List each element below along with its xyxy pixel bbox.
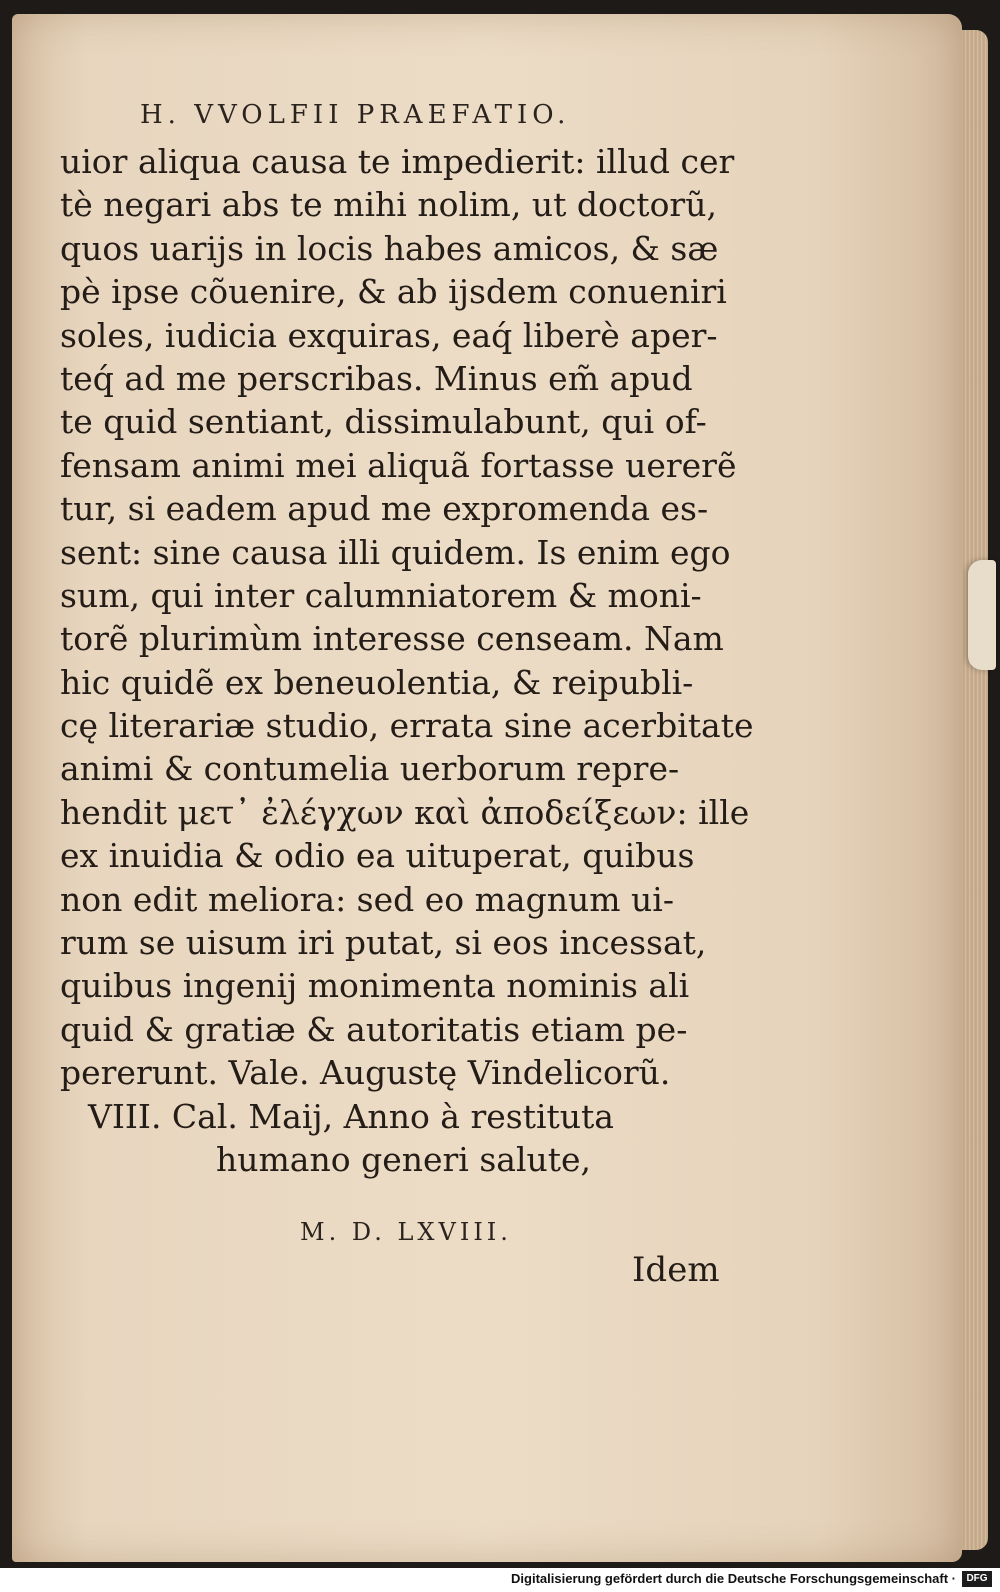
footer-bar xyxy=(0,1568,1000,1592)
text-line: tur, si eadem apud me expromenda es- xyxy=(60,489,709,529)
text-line: animi & contumelia uerborum repre- xyxy=(60,749,680,789)
text-line: hendit μετ᾽ ἐλέγχων καὶ ἀποδείξεων: ille xyxy=(60,792,750,832)
text-line: rum se uisum iri putat, si eos incessat, xyxy=(60,923,707,963)
text-line: pè ipse cõuenire, & ab ijsdem conueniri xyxy=(60,272,727,312)
text-line: soles, iudicia exquiras, eaq́ liberè aper- xyxy=(60,315,718,355)
page-edges xyxy=(958,30,988,1550)
text-line: fensam animi mei aliquã fortasse uererẽ xyxy=(60,445,737,485)
text-line: ex inuidia & odio ea uituperat, quibus xyxy=(60,836,695,876)
text-line: non edit meliora: sed eo magnum ui- xyxy=(60,879,674,919)
text-line: te quid sentiant, dissimulabunt, qui of- xyxy=(60,402,707,442)
text-line: VIII. Cal. Maij, Anno à restituta xyxy=(88,1096,614,1136)
running-head: H. VVOLFII PRAEFATIO. xyxy=(140,100,571,130)
text-line: uior aliqua causa te impedierit: illud cer xyxy=(60,142,735,181)
text-line: quid & gratiæ & autoritatis etiam pe- xyxy=(60,1009,688,1049)
date-line: M. D. LXVIII. xyxy=(300,1218,512,1246)
text-line: quibus ingenij monimenta nominis ali xyxy=(60,966,690,1006)
text-line: teq́ ad me perscribas. Minus em̃ apud xyxy=(60,358,693,398)
bookmark-tab xyxy=(968,560,996,670)
text-line: tè negari abs te mihi nolim, ut doctorũ, xyxy=(60,185,717,225)
body-text xyxy=(60,140,754,1181)
text-line: cę literariæ studio, errata sine acerbitate xyxy=(60,706,754,746)
dfg-logo-icon: DFG xyxy=(962,1571,992,1587)
catchword: Idem xyxy=(632,1250,720,1290)
text-line: sum, qui inter calumniatorem & moni- xyxy=(60,575,702,615)
footer-credit: Digitalisierung gefördert durch die Deutsche Forschungsgemeinschaft · xyxy=(511,1571,956,1586)
text-line: torẽ plurimùm interesse censeam. Nam xyxy=(60,619,724,659)
text-line: humano generi salute, xyxy=(216,1139,592,1179)
text-line: pererunt. Vale. Augustę Vindelicorũ. xyxy=(60,1053,671,1093)
text-line: sent: sine causa illi quidem. Is enim ego xyxy=(60,532,731,572)
text-line: hic quidẽ ex beneuolentia, & reipubli- xyxy=(60,662,694,702)
text-line: quos uarijs in locis habes amicos, & sæ xyxy=(60,228,719,268)
